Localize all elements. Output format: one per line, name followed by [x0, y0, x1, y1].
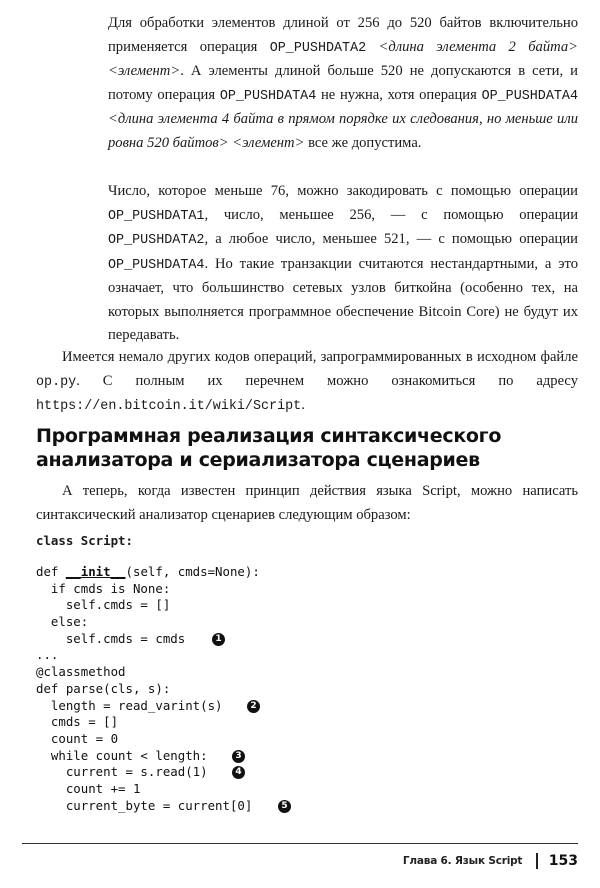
code-line: def parse(cls, s): — [36, 680, 171, 696]
page-footer — [403, 850, 578, 872]
code-line: count = 0 — [36, 730, 119, 746]
code-line: if cmds is None: — [36, 580, 171, 596]
code-line: count += 1 — [36, 780, 141, 796]
code-line: self.cmds = cmds 1 — [36, 631, 576, 648]
code-line: cmds = [] — [36, 714, 119, 730]
code-line: length = read_varint(s) 2 — [36, 698, 576, 715]
code-line: current_byte = current[0] 5 — [36, 798, 576, 815]
callout-5-icon: 5 — [278, 800, 291, 813]
callout-1-icon: 1 — [212, 633, 225, 646]
paragraph-number-encoding: Число, которое меньше 76, можно закодировать с помощью операции OP_PUSHDATA1, число, меньшее 256, — с помощью операции OP_PUSHDATA2, а любое число, меньшее 521, — с помощью операции OP_PUSHDATA4. Но такие транзакции считаются нестандартными, а это означает, что большинство сетевых узлов биткойна (особенно тех, на которых выполняется программное обеспечение Bitcoin Core) не будут их передавать. — [108, 183, 578, 343]
page-number: 153 — [548, 853, 578, 869]
code-line: ... — [36, 647, 59, 663]
code-block — [36, 564, 576, 814]
wiki-link[interactable]: https://en.bitcoin.it/wiki/Script — [36, 399, 302, 414]
code-line: while count < length: 3 — [36, 748, 576, 765]
section-heading: Программная реализация синтаксического анализатора и сериализатора сценариев — [36, 425, 502, 471]
code-line: current = s.read(1) 4 — [36, 764, 576, 781]
code-line: def __init__(self, cmds=None): — [36, 564, 260, 579]
code-line: @classmethod — [36, 664, 126, 680]
paragraph-pushdata2: Для обработки элементов длиной от 256 до 520 байтов включительно применяется операция OP_PUSHDATA2 <длина элемента 2 байта> <элемент>. А элементы длиной больше 520 не допускаются в сети, и потому операция OP_PUSHDATA4 не нужна, хотя операция OP_PUSHDATA4 <длина элемента 4 байта в прямом порядке их следования, но меньше или ровна 520 байтов> <элемент> все же допустима. — [108, 15, 578, 151]
footer-rule — [22, 843, 578, 844]
footer-separator — [536, 853, 538, 869]
callout-3-icon: 3 — [232, 750, 245, 763]
code-class-header: class Script: — [36, 533, 133, 548]
paragraph-other-opcodes: Имеется немало других кодов операций, запрограммированных в исходном файле op.py. С полным их перечнем можно ознакомиться по адресу https://en.bitcoin.it/wiki/Script. — [36, 349, 578, 414]
callout-4-icon: 4 — [232, 766, 245, 779]
code-line: else: — [36, 614, 89, 630]
callout-2-icon: 2 — [247, 700, 260, 713]
chapter-title: Глава 6. Язык Script — [402, 855, 523, 867]
paragraph-intro-parser: А теперь, когда известен принцип действия языка Script, можно написать синтаксический анализатор сценариев следующим образом: — [36, 483, 578, 523]
code-line: self.cmds = [] — [36, 597, 171, 613]
